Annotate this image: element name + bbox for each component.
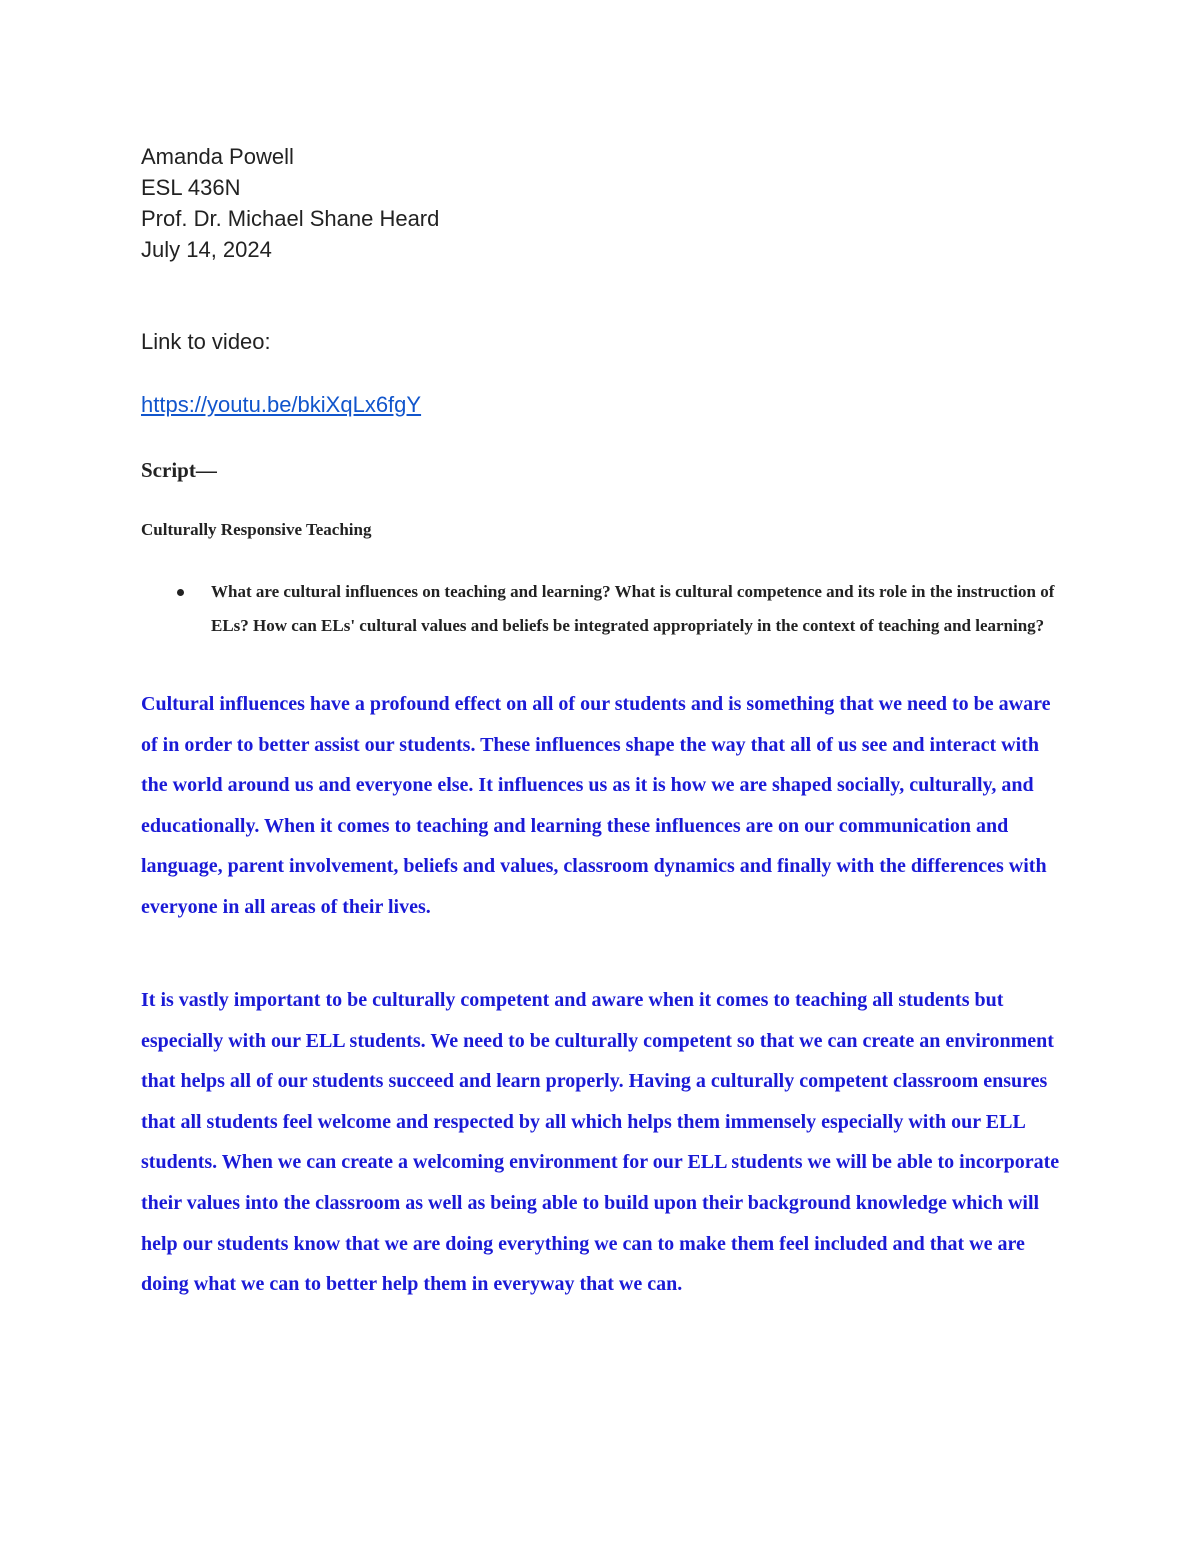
video-link-label: Link to video: [141, 329, 271, 354]
question-text: What are cultural influences on teaching and learning? What is cultural competence and its role in the instruction of ELs? How can ELs' cultural values and beliefs be integrated appropriately in the context of teaching and learning? [211, 582, 1055, 635]
list-item [141, 575, 1061, 643]
answer-paragraph: It is vastly important to be culturally competent and aware when it comes to teaching all students but especially with our ELL students. We need to be culturally competent so that we can create an environment that helps all of our students succeed and learn properly. Having a culturally competent classroom ensures that all students feel welcome and respected by all which helps them immensely especially with our ELL students. When we can create a welcoming environment for our ELL students we will be able to incorporate their values into the classroom as well as being able to build upon their background knowledge which will help our students know that we are doing everything we can to make them feel included and that we are doing what we can to better help them in everyway that we can. [141, 989, 1060, 1296]
professor-name: Prof. Dr. Michael Shane Heard [141, 206, 440, 231]
course-code: ESL 436N [141, 175, 241, 200]
section-title: Culturally Responsive Teaching [141, 520, 372, 539]
question-list [141, 575, 1061, 643]
answer-paragraph: Cultural influences have a profound effect on all of our students and is something that we need to be aware of in order to better assist our students. These influences shape the way that all of us see and interact with the world around us and everyone else. It influences us as it is how we are shaped socially, culturally, and educationally. When it comes to teaching and learning these influences are on our communication and language, parent involvement, beliefs and values, classroom dynamics and finally with the differences with everyone in all areas of their lives. [141, 693, 1051, 918]
document-date: July 14, 2024 [141, 237, 272, 262]
video-link[interactable]: https://youtu.be/bkiXqLx6fgY [141, 392, 422, 417]
document-header [141, 141, 439, 265]
script-heading: Script— [141, 458, 217, 482]
author-name: Amanda Powell [141, 144, 294, 169]
bullet-icon [177, 589, 184, 596]
